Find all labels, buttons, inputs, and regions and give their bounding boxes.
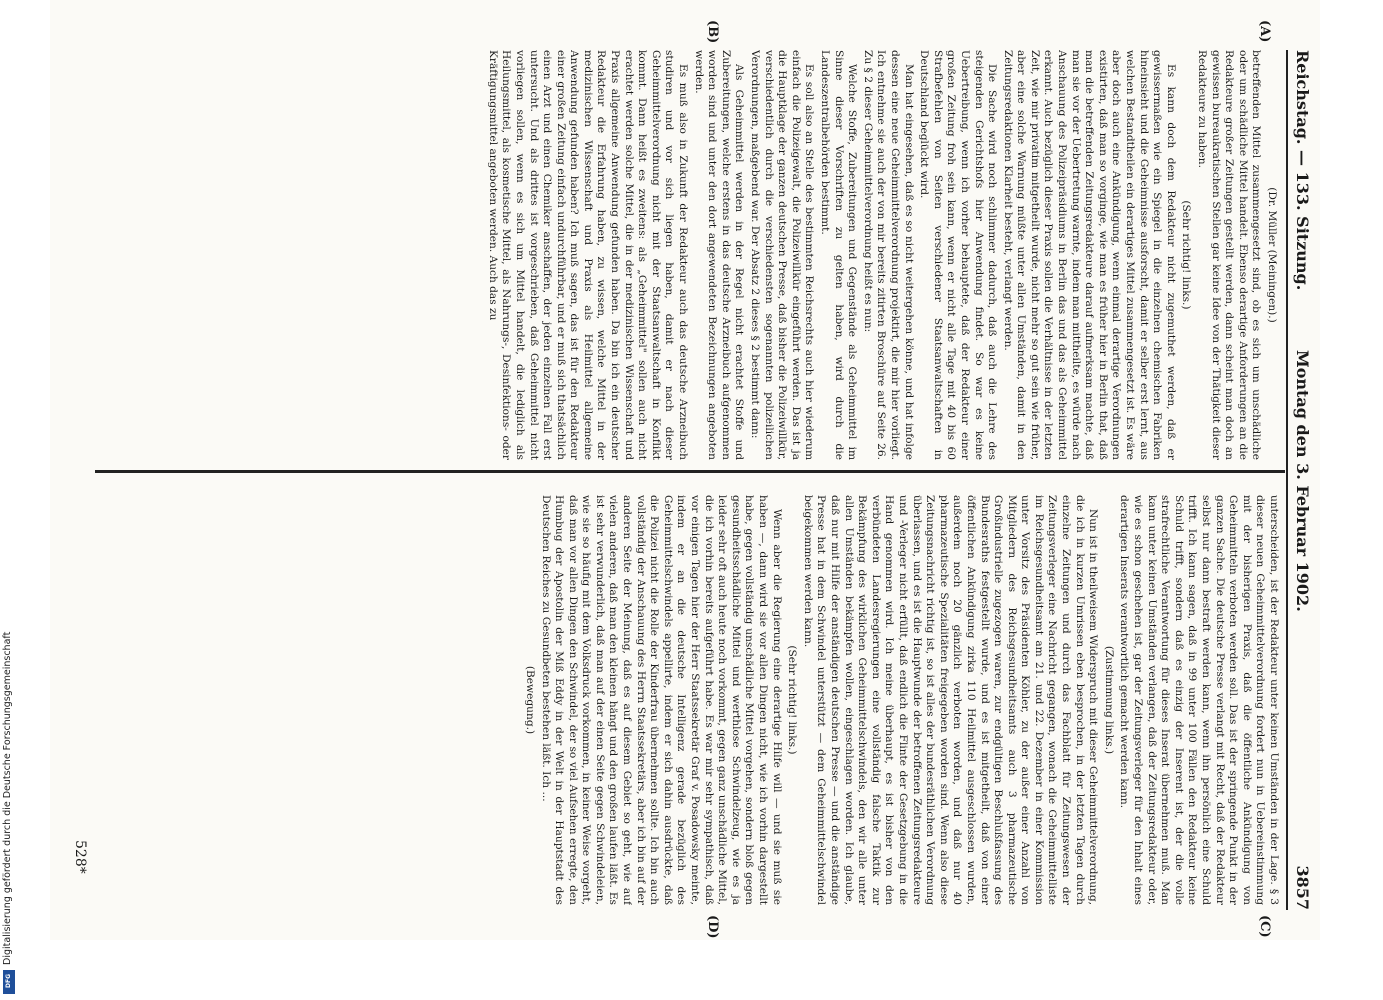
paragraph: Nun ist in theilweisem Widerspruch mit dieser Geheimmittelverordnung, die ich in kurzen Umrissen eben besprochen, in der letzten Tagen durch einzelne Zeitungen und durch das Fachblatt für Zeitungswesen der Zeitungsverleger eine Nachricht gegangen, wonach die Geheimmittelliste im Reichsgesundheitsamt am 21. und 22. Dezember in einer Kommission unter Vorsitz des Präsidenten Köhler, zu der außer einer Anzahl von Mitgliedern des Reichsgesundheitsamts auch 3 pharmazeutische Großindustrielle zugezogen waren, zur endgültigen Beschlußfassung des Bundesraths festgestellt wurde, und es ist mitgetheilt, daß von einer öffentlichen Ankündigung zirka 110 Heilmittel ausgeschlossen wurden, außerdem noch 20 gänzlich verboten worden, und daß nur 40 pharmazeutische Spezialitäten freigegeben worden sind. Wenn also diese Zeitungsnachricht richtig ist, so ist alles der bundesräthlichen Verordnung überlassen, und es ist die Hauptwunde der betroffenen Zeitungsredakteure und -Verleger nicht erfüllt, daß endlich die Flinte der Gesetzgebung in die Hand genommen wird. Ich meine überhaupt, es ist bisher von den verbündeten Landesregierungen eine vollständig falsche Taktik zur Bekämpfung des wirklichen Geheimmittelschwindels, den wir alle unter allen Umständen bekämpfen wollen, eingeschlagen worden. Ich glaube, daß nur mit Hilfe der anständigen deutschen Presse — und die anständige Presse hat in dem Schwindel unterstützt — dem Geheimmittelschwindel beigekommen werden kann. [801,495,1100,905]
paragraph: Die Sache wird noch schlimmer dadurch, daß auch die Lehre des steigenden Gerichtshofs hier Anwendung findet. So war es keine Uebertreibung, wenn ich vorher behauptete, daß der Redakteur einer großen Zeitung froh sein kann, wenn er nicht alle Tage mit 40 bis 60 Strafbefehlen von Seiten verschiedener Staatsanwaltschaften in Deutschland beglückt wird. [918,50,999,460]
margin-mark-b: (B) [705,20,720,44]
paragraph: Man hat eingesehen, daß es so nicht weitergehen könne, und hat infolge dessen eine neue Geheimmittelverordnung projektirt, die mir hier vorliegt. Ich entnehme sie auch der von mir bereits zitirten Broschüre auf Seite 26. Zu § 2 dieser Geheimmittelverordnung heißt es nun: [861,50,915,460]
paragraph: Es muß also in Zukunft der Redakteur auch das deutsche Arzneibuch studiren und vor sich liegen haben, damit er nach dieser Geheimmittelverordnung nicht mit der Staatsanwaltschaft in Konflikt kommt. Dann heißt es zweitens: als „Geheimmittel" sollen auch nicht erachtet werden solche Mittel, die in der medizinischen Wissenschaft und Praxis allgemeine Anwendung gefunden haben. Da bin ich ein deutscher Redakteur die Erfahrung haben, zu wissen, welche Mittel in der medizinischen Wissenschaft und Praxis als Heilmittel allgemeine Anwendung gefunden haben? Ich muß sagen, das ist für den Redakteur einer großen Zeitung einfach undurchführbar, und er muß sich thatsächlich einen Arzt und einen Chemiker anschaffen, der jeden einzelnen Fall erst untersucht. Und als drittes ist vorgeschrieben, daß Geheimmittel nicht vorliegen sollen, wenn es sich um Mittel handelt, die lediglich als Heilungsmittel, als kosmetische Mittel, als Nahrungs-, Desinfektions- oder Kräftigungsmittel angeboten werden. Auch das zu [486,50,690,460]
page-number: 528* [72,840,88,874]
interjection: (Zustimmung links.) [1102,645,1115,755]
column-divider [95,470,1285,473]
paragraph: unterscheiden, ist der Redakteur unter keinen Umständen in der Lage. § 3 dieser neuen Geheimmittelverordnung fordert nun in Uebereinstimmung mit der bisherigen Praxis, daß die öffentliche Ankündigung von Geheimmitteln verboten werden soll. Das ist der springende Punkt in der ganzen Sache. Die deutsche Presse verlangt mit Recht, daß der Redakteur selbst nur dann bestraft werden kann, wenn ihn persönlich eine Schuld trifft. Ich kann sagen, daß in 99 unter 100 Fällen den Redakteur keine Schuld trifft, sondern daß es einzig der Inserent ist, der die volle strafrechtliche Verantwortung für dieses Inserat übernehmen muß. Man kann unter keinen Umständen verlangen, daß der Zeitungsredakteur oder, wie es schon geschehen ist, gar der Zeitungsverleger für den Inhalt eines derartigen Inserats verantwortlich gemacht werden kann. [1118,495,1280,905]
paragraph: betreffenden Mittel zusammengesetzt sind, ob es sich um unschädliche oder um schädliche Mittel handelt. Ebenso derartige Anforderungen an die Redakteure großer Zeitungen gestellt werden, dann scheint man doch an gewissen bureaukratischen Stellen gar keine Idee von der Thätigkeit dieser Redakteure zu haben. [1196,50,1263,460]
paragraph: Es kann doch dem Redakteur nicht zugemuthet werden, daß er gewissermaßen wie ein Spiegel in die einzelnen chemischen Fabriken hineinsieht und die Geheimnisse ausforscht, damit er selber erst lernt, aus welchen Bestandtheilen ein derartiges Mittel zusammengesetzt ist. Es wäre aber doch auch eine Ankündigung, wenn einmal derartige Verordnungen existirten, daß man so vorginge, wie man es früher hier in Berlin that, daß man die betreffenden Zeitungsredakteure darauf aufmerksam machte, daß man sie vor der Uebertretung warnte, indem man mittheilte, es würde nach Anschauung des Polizeipräsidiums in Berlin das und das als Geheimmittel erkannt. Auch bezüglich dieser Praxis sollen die Verhältnisse in der letzten Zeit, wie mir privatim mitgetheilt wurde, nicht mehr so gut sein wie früher, aber eine solche Warnung müßte unter allen Umständen, damit in den Zeitungsredaktionen Klarheit besteht, verlangt werden. [1001,50,1177,460]
header-date: Montag den 3. Februar 1902. [1293,350,1312,612]
interjection: (Sehr richtig! links.) [786,645,799,755]
quote-paragraph: Als Geheimmittel werden in der Regel nicht erachtet Stoffe und Zubereitungen, welche erstens in das deutsche Arzneibuch aufgenommen worden sind und unter den dort angewendeten Bezeichnungen angeboten werden. [692,50,746,460]
paragraph: Wenn aber die Regierung eine derartige Hilfe will — und sie muß sie haben —, dann wird sie vor allen Dingen nicht, wie ich vorhin dargestellt habe, gegen vollständig unschädliche Mittel vorgehen, sondern bloß gegen gesundheitsschädliche Mittel und werthlose Schwindelzeug, wie es ja leider sehr oft auch heute noch vorkommt, gegen ganz unschädliche Mittel, die ich vorhin bereits aufgeführt habe. Es war mir sehr sympathisch, daß vor einigen Tagen hier der Herr Staatssekretär Graf v. Posadowsky meinte, indem er an die deutsche Intelligenz gerade bezüglich des Geheimmittelschwindels appellirte, indem er sich dahin ausdrückte, daß die Polizei nicht die Rolle der Kinderfrau übernehmen sollte. Ich bin auch vollständig der Anschauung des Herrn Staatssekretärs, aber ich bin auf der anderen Seite der Meinung, daß es auf diesem Gebiet so geht, wie auf vielen anderen, daß man den kleinen hängt und den großen laufen läßt. Es ist sehr verwunderlich, daß man auf der einen Seite gegen Schwindeleien, wie sie so häufig mit dem Volksdruck vorkommen, in keiner Weise vorgeht, daß man vor allen Dingen den Schwindel, der so viel Aufsehen erregte, den Humbug der Apostolin der Miß Eddy in der Welt in der Hauptstadt des Deutschen Reiches zu Gesundbeten bestehen läßt. Ich ... [539,495,783,905]
speaker-line: (Dr. Müller (Meiningen).) [1266,187,1278,323]
interjection: (Bewegung.) [523,665,536,735]
dfg-watermark [2,0,16,1000]
header-left: Reichstag. — 133. Sitzung. [1293,50,1312,291]
margin-mark-c: (C) [1257,915,1272,938]
margin-mark-a: (A) [1257,20,1272,43]
running-header [1286,50,1312,910]
logo-text: DFG [5,973,12,988]
header-page-number: 3857 [1293,865,1312,910]
left-column [100,50,1280,460]
paragraph: Es soll also an Stelle des bestimmten Reichsrechts auch hier wiederum einfach die Polizeigewalt, die Polizeiwillkür eingeführt werden. Das ist ja die Hauptklage der ganzen deutschen Presse, daß bisher die Polizeiwillkür, verschiedentlich durch die verschiedensten sogenannten polizeilichen Verordnungen, maßgebend war. Der Absatz 2 dieses § 2 bestimmt dann: [749,50,816,460]
interjection: (Sehr richtig! links.) [1180,200,1193,310]
right-column [100,495,1280,905]
document-page [50,0,1320,940]
dfg-logo-icon [3,970,15,994]
quote-paragraph: Welche Stoffe, Zubereitungen und Gegenstände als Geheimmittel im Sinne dieser Vorschriften zu gelten haben, wird durch die Landeszentralbehörden bestimmt. [819,50,859,460]
margin-mark-d: (D) [705,915,720,939]
watermark-text: Digitalisierung gefördert durch die Deutsche Forschungsgemeinschaft [2,631,13,965]
